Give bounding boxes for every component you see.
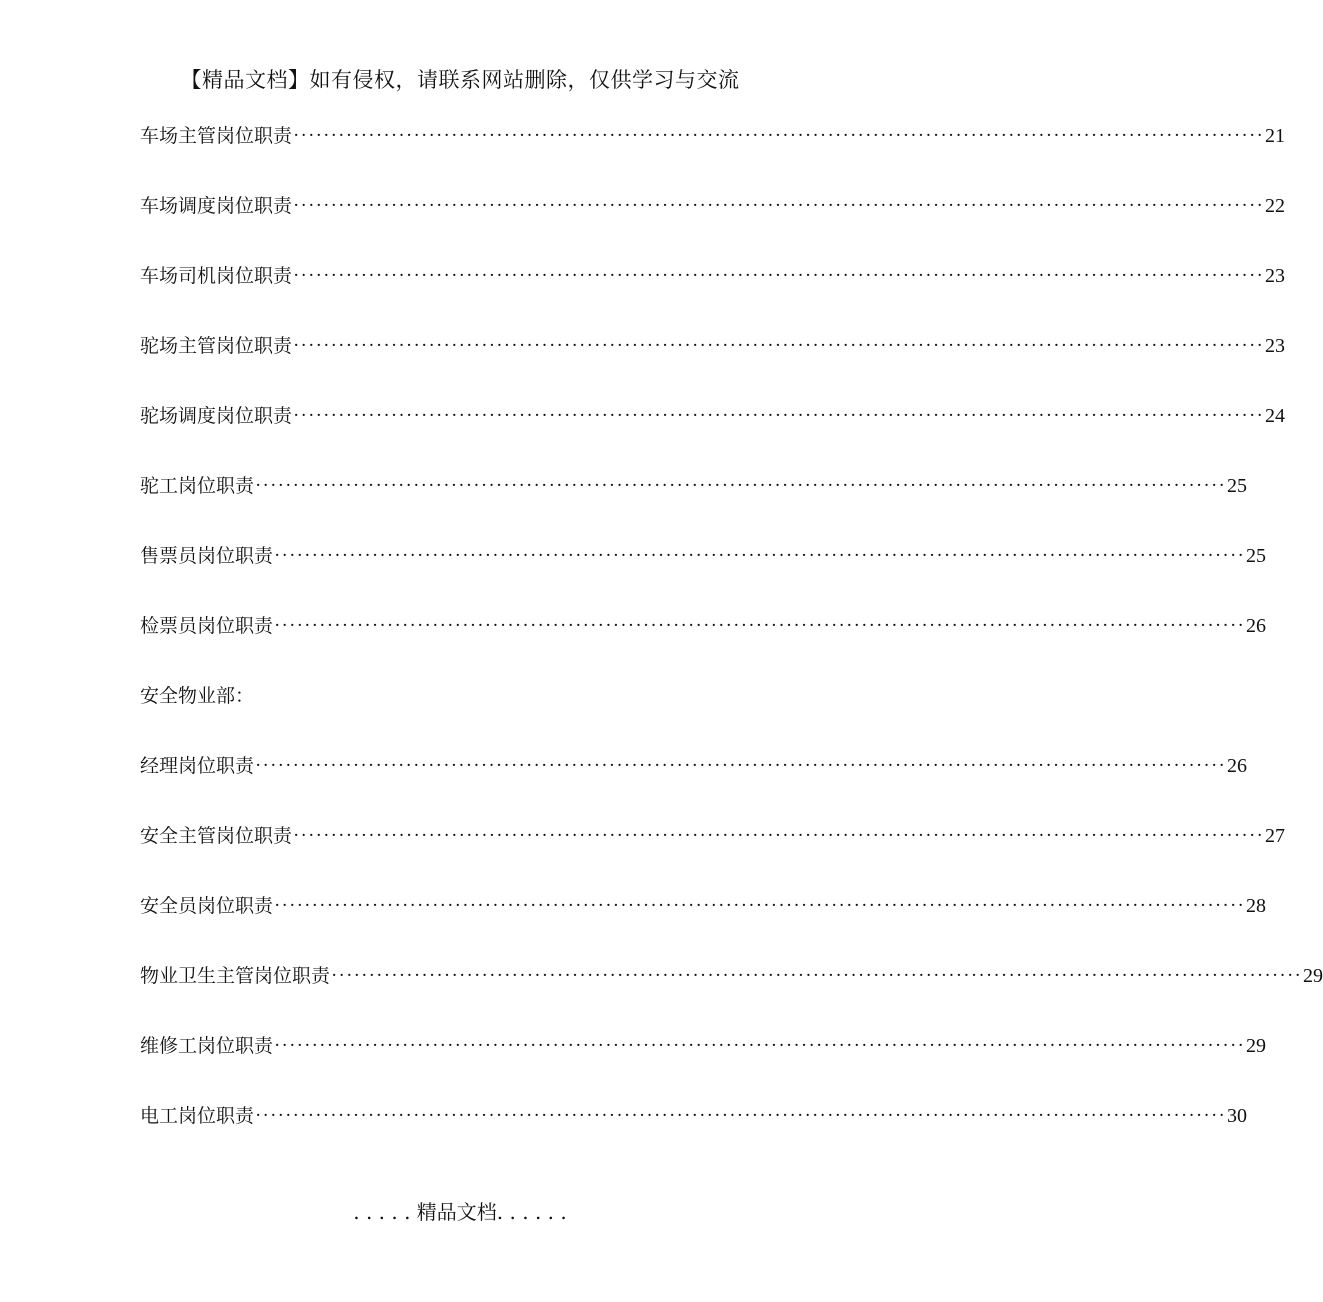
- toc-dot-leader: ·································································································································: [293, 125, 1265, 146]
- toc-entry[interactable]: [140, 399, 1286, 469]
- toc-entry[interactable]: [140, 749, 1248, 819]
- toc-group-safety-property: [140, 749, 1323, 1169]
- toc-dot-leader: ·································································································································: [274, 615, 1246, 636]
- toc-dot-leader: ·································································································································: [255, 475, 1227, 496]
- toc-entry-title: 车场调度岗位职责: [140, 195, 293, 217]
- toc-entry[interactable]: [140, 539, 1267, 609]
- toc-entry-title: 车场司机岗位职责: [140, 265, 293, 287]
- page-header: 【精品文档】如有侵权，请联系网站删除，仅供学习与交流: [180, 68, 740, 92]
- toc-entry-title: 物业卫生主管岗位职责: [140, 965, 331, 987]
- toc-entry-title: 检票员岗位职责: [140, 615, 274, 637]
- toc-entry-title: 安全员岗位职责: [140, 895, 274, 917]
- toc-section-heading: 安全物业部：: [140, 685, 255, 707]
- toc-entry-title: 经理岗位职责: [140, 755, 255, 777]
- toc-dot-leader: ·································································································································: [274, 1035, 1246, 1056]
- toc-dot-leader: ·································································································································: [274, 895, 1246, 916]
- toc-entry[interactable]: [140, 1029, 1267, 1099]
- toc-entry-page-number: 25: [1246, 545, 1267, 567]
- toc-entry[interactable]: [140, 119, 1286, 189]
- toc-dot-leader: ·································································································································: [293, 825, 1265, 846]
- toc-entry-page-number: 23: [1265, 335, 1286, 357]
- toc-entry-page-number: 23: [1265, 265, 1286, 287]
- toc-entry-page-number: 28: [1246, 895, 1267, 917]
- page-footer: . . . . . 精品文档. . . . . .: [353, 1200, 567, 1224]
- toc-entry-title: 驼工岗位职责: [140, 475, 255, 497]
- toc-entry[interactable]: [140, 189, 1286, 259]
- toc-entry[interactable]: [140, 819, 1286, 889]
- toc-dot-leader: ·································································································································: [293, 405, 1265, 426]
- toc-entry-title: 维修工岗位职责: [140, 1035, 274, 1057]
- toc-entry-title: 驼场主管岗位职责: [140, 335, 293, 357]
- toc-dot-leader: ·································································································································: [293, 195, 1265, 216]
- toc-dot-leader: ·································································································································: [255, 1105, 1227, 1126]
- toc-dot-leader: ·································································································································: [274, 545, 1246, 566]
- toc-entry-page-number: 22: [1265, 195, 1286, 217]
- toc-dot-leader: ·································································································································: [293, 265, 1265, 286]
- toc-dot-leader: ·································································································································: [331, 965, 1303, 986]
- toc-entry-page-number: 21: [1265, 125, 1286, 147]
- toc-entry-page-number: 27: [1265, 825, 1286, 847]
- toc-entry-page-number: 26: [1246, 615, 1267, 637]
- toc-entry-page-number: 25: [1227, 475, 1248, 497]
- toc-entry[interactable]: [140, 959, 1323, 1029]
- toc-entry-page-number: 24: [1265, 405, 1286, 427]
- toc-entry-title: 安全主管岗位职责: [140, 825, 293, 847]
- toc-dot-leader: ·································································································································: [255, 755, 1227, 776]
- toc-dot-leader: ·································································································································: [293, 335, 1265, 356]
- toc-entry-page-number: 29: [1246, 1035, 1267, 1057]
- toc-group-operations: [140, 119, 1286, 679]
- toc-entry[interactable]: [140, 889, 1267, 959]
- table-of-contents: [140, 119, 1323, 1169]
- toc-entry[interactable]: [140, 329, 1286, 399]
- toc-entry-page-number: 30: [1227, 1105, 1248, 1127]
- toc-entry-title: 售票员岗位职责: [140, 545, 274, 567]
- toc-entry[interactable]: [140, 259, 1286, 329]
- toc-entry-title: 车场主管岗位职责: [140, 125, 293, 147]
- toc-entry-page-number: 26: [1227, 755, 1248, 777]
- toc-entry-title: 电工岗位职责: [140, 1105, 255, 1127]
- toc-entry-page-number: 29: [1303, 965, 1323, 987]
- toc-entry[interactable]: [140, 1099, 1248, 1169]
- toc-entry[interactable]: [140, 469, 1248, 539]
- toc-entry[interactable]: [140, 609, 1267, 679]
- toc-entry-title: 驼场调度岗位职责: [140, 405, 293, 427]
